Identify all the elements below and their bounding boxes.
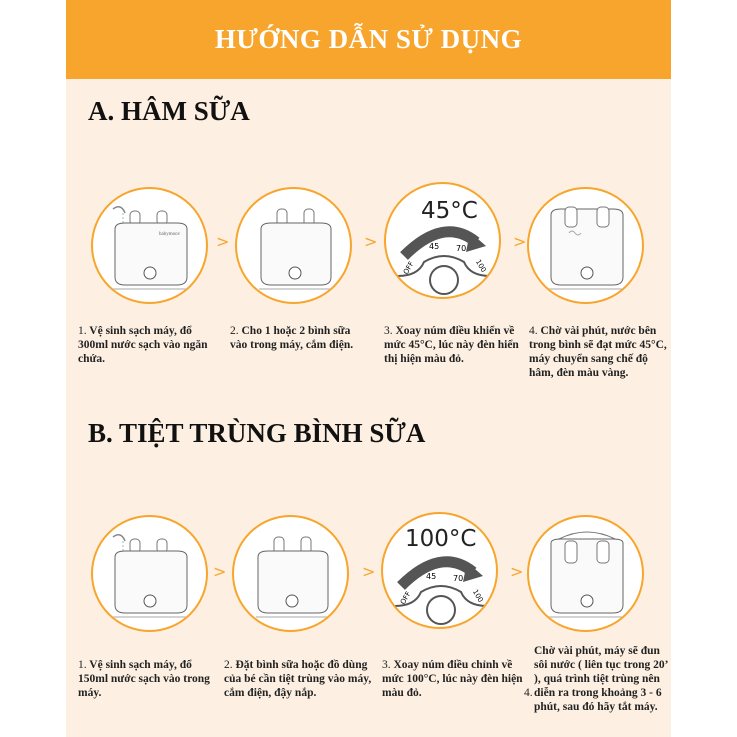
step-b2-image xyxy=(232,515,349,632)
header-banner xyxy=(66,0,671,79)
step-a1-image xyxy=(91,187,208,304)
section-b-title: B. TIỆT TRÙNG BÌNH SỮA xyxy=(88,418,426,448)
step-b4-image xyxy=(527,515,644,632)
step-b1-text: 1. Vệ sinh sạch máy, đổ 150ml nước sạch vào trong máy. xyxy=(78,659,210,699)
step-a4-text: 4. Chờ vài phút, nước bên trong bình sẽ đạt mức 45°C, máy chuyển sang chế độ hâm, đèn màu vàng. xyxy=(529,325,667,379)
chevron-right-icon: > xyxy=(513,232,527,251)
dial-label-off: OFF xyxy=(401,260,416,276)
chevron-right-icon: > xyxy=(510,562,524,581)
dial-label-100: 100 xyxy=(470,588,485,604)
dial-label-70: 70 xyxy=(456,244,467,253)
dial-label-off: OFF xyxy=(398,590,413,606)
svg-text:babymoov: babymoov xyxy=(159,232,181,237)
step-a3-dial-image xyxy=(384,182,501,299)
step-b4-number: 4. xyxy=(524,687,533,699)
temperature-label: 100°C xyxy=(405,526,477,552)
dial-label-70: 70 xyxy=(453,574,464,583)
step-a1-text: 1. Vệ sinh sạch máy, đổ 300ml nước sạch vào ngăn chứa. xyxy=(78,325,208,365)
step-b2-text: 2. Đặt bình sữa hoặc đồ dùng của bé cần tiệt trùng vào máy, cắm điện, đậy nắp. xyxy=(224,659,372,699)
page-title: HƯỚNG DẪN SỬ DỤNG xyxy=(214,24,523,54)
chevron-right-icon: > xyxy=(216,232,230,251)
step-a4-image xyxy=(527,187,644,304)
dial-label-45: 45 xyxy=(429,242,440,251)
step-b4-text: Chờ vài phút, máy sẽ đun sôi nước ( liên tục trong 20’ ), quá trình tiệt trùng nên diễn ra trong khoảng 3 - 6 phút, sau đó hãy tắt máy. xyxy=(534,645,668,713)
chevron-right-icon: > xyxy=(362,562,376,581)
chevron-right-icon: > xyxy=(213,562,227,581)
step-b3-text: 3. Xoay núm điều chỉnh về mức 100°C, lúc này đèn hiện màu đỏ. xyxy=(382,659,523,699)
step-b3-dial-image xyxy=(381,512,498,629)
temperature-label: 45°C xyxy=(421,198,478,224)
section-a-title: A. HÂM SỮA xyxy=(88,96,250,126)
step-a2-text: 2. Cho 1 hoặc 2 bình sữa vào trong máy, cắm điện. xyxy=(230,325,354,351)
dial-label-100: 100 xyxy=(473,258,488,274)
step-a3-text: 3. Xoay núm điều khiển về mức 45°C, lúc này đèn hiển thị hiện màu đỏ. xyxy=(384,325,519,365)
chevron-right-icon: > xyxy=(364,232,378,251)
step-a2-image xyxy=(235,187,352,304)
dial-label-45: 45 xyxy=(426,572,437,581)
step-b1-image xyxy=(91,515,208,632)
